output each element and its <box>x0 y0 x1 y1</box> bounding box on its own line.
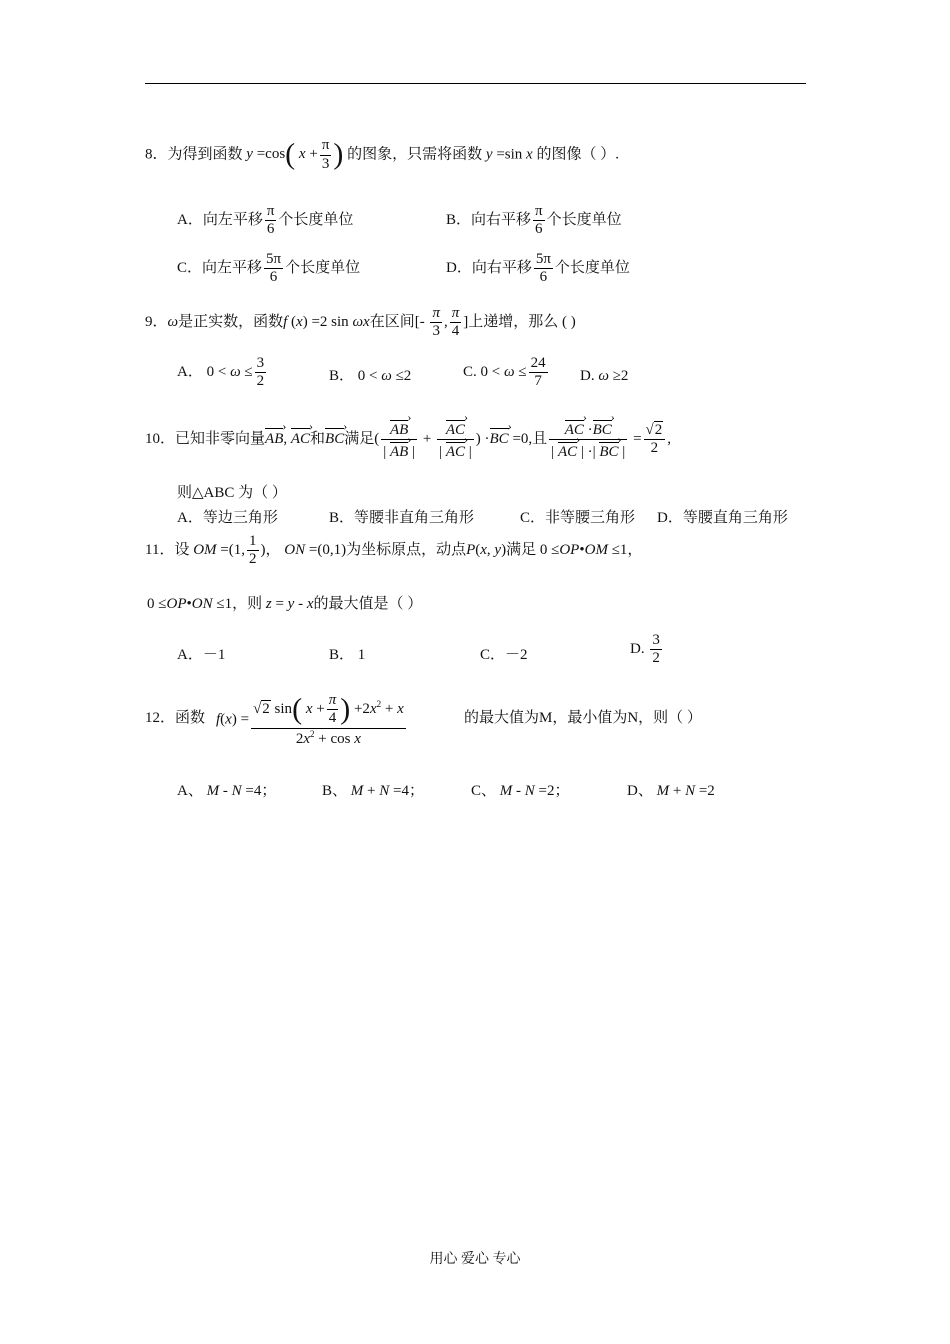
q12-function: f(x) = √2 sin( x + $\frac{\pi}{4}$ ) $+2x^2 + x$ $2x^2 + \cos x$ <box>216 692 404 747</box>
q8-mid: 的图象，只需将函数 <box>347 146 483 163</box>
q11-point: P(x, y) <box>466 542 507 559</box>
q12-option-b: B、 M + N =4； <box>322 783 424 799</box>
q11-cond-2: 0 ≤OP•ON ≤1 <box>147 596 233 612</box>
q12-option-b-label: B、 <box>322 783 348 799</box>
q9-option-a-label: A． <box>177 364 203 381</box>
q9-interval: [- $\frac{\pi}{3}$ , $\frac{\pi}{4}$ ] <box>414 305 469 340</box>
q8-option-c-label: C．向左平移 <box>177 260 263 277</box>
q11-option-a: A．－1 <box>177 647 226 663</box>
q11-on: ON =(0,1) <box>284 542 347 559</box>
q9-number: 9． <box>145 314 168 331</box>
q9-option-b-label: B． <box>329 368 355 384</box>
q11-objective: z = y - x <box>265 596 314 612</box>
q10-number: 10． <box>145 431 176 448</box>
q10-text-4: 且 <box>532 431 548 448</box>
question-11 <box>145 533 642 569</box>
q11-option-d-label: D. <box>630 641 645 658</box>
q11-om: OM =(1, $\frac{1}{2}$ )， <box>193 533 281 568</box>
q11-text-3: 满足 <box>506 542 537 559</box>
q10-condition: ( $\frac{AB ›}{| AB › |}$ + $\frac{AC ›}{| AC › |}$ ) ·BC › =0, <box>374 431 532 447</box>
q12-heading <box>145 709 205 727</box>
q12-option-c: C、 M - N =2； <box>471 783 570 799</box>
vector-ac: AC › <box>291 426 310 448</box>
vector-bc: BC › <box>325 426 344 448</box>
q12-option-d-label: D、 <box>627 783 653 799</box>
q8-pre: 为得到函数 <box>167 146 243 163</box>
q11-line-2 <box>147 595 422 613</box>
q8-option-b-label: B．向右平移 <box>446 212 532 229</box>
q9-option-b: B． 0 < ω ≤2 <box>329 368 412 384</box>
q9-formula: f (x) =2 sin ωx <box>283 314 370 331</box>
q10-text-3: 满足 <box>344 431 375 448</box>
q12-option-c-sep: ； <box>554 783 570 799</box>
q10-option-a: A．等边三角形 <box>177 510 278 526</box>
q8-option-d-unit: 个长度单位 <box>554 260 630 277</box>
q11-number: 11． <box>145 542 175 559</box>
q9-text-2: 在区间 <box>369 314 415 331</box>
q11-text-1: 设 <box>174 542 190 559</box>
q11-cond-1: 0 ≤OP•OM ≤1， <box>539 542 643 559</box>
q9-option-d-label: D. <box>580 368 595 384</box>
q10-ratio: $\frac{AC › \cdot BC ›}{| AC › | \cdot| BC › |}$ = $\frac{√2}{2}$ , <box>547 431 671 447</box>
q9-option-c-label: C. <box>463 364 477 381</box>
q8-number: 8． <box>145 146 168 163</box>
q8-formula-2: y =sin x <box>485 146 533 163</box>
q12-number: 12． <box>145 710 176 726</box>
question-9: 9．ω是正实数，函数f (x) =2 sin ωx在区间[- $\frac{\pi}{3}$ , $\frac{\pi}{4}$ ]上递增，那么 ( ) <box>145 305 576 340</box>
q12-option-b-sep: ； <box>408 783 424 799</box>
q10-line-2: 则△ABC 为（ ） <box>177 485 287 501</box>
question-8 <box>145 137 619 173</box>
q10-text-2: 和 <box>310 431 326 448</box>
q8-option-d: D．向右平移 $\frac{5\pi}{6}$ 个长度单位 <box>446 251 630 286</box>
q8-option-c-unit: 个长度单位 <box>285 260 361 277</box>
q8-option-b: B．向右平移 $\frac{\pi}{6}$ 个长度单位 <box>446 203 622 238</box>
header-rule <box>145 83 806 84</box>
q11-text-4: ，则 <box>232 596 263 612</box>
q11-text-2: 为坐标原点，动点 <box>346 542 467 559</box>
q10-option-b: B．等腰非直角三角形 <box>329 510 475 526</box>
q8-option-a: A．向左平移 $\frac{\pi}{6}$ 个长度单位 <box>177 203 354 238</box>
page-footer: 用心 爱心 专心 <box>429 1252 521 1267</box>
q10-option-d: D．等腰直角三角形 <box>657 510 788 526</box>
q12-option-a-sep: ； <box>261 783 277 799</box>
q8-option-d-label: D．向右平移 <box>446 260 532 277</box>
q12-option-d: D、 M + N =2 <box>627 783 715 799</box>
q11-option-d: D. $\frac{3}{2}$ <box>630 632 660 667</box>
q8-post: 的图像（ ）. <box>536 146 619 163</box>
q8-option-a-label: A．向左平移 <box>177 212 263 229</box>
q9-option-d: D. ω ≥2 <box>580 368 629 384</box>
q11-option-b: B． 1 <box>329 647 366 663</box>
q10-option-c: C．非等腰三角形 <box>520 510 636 526</box>
q12-option-c-label: C、 <box>471 783 497 799</box>
vector-ab: AB › <box>265 426 283 448</box>
q12-option-a-label: A、 <box>177 783 203 799</box>
q12-fraction: √2 sin( x + $\frac{\pi}{4}$ ) $+2x^2 + x$ $2x^2 + \cos x$ <box>253 692 404 747</box>
q8-option-b-unit: 个长度单位 <box>546 212 622 229</box>
q12-text-2: 的最大值为M，最小值为N，则（ ） <box>464 710 702 726</box>
q10-text-1: 已知非零向量 <box>175 431 266 448</box>
q9-option-c: C. 0 < ω ≤ $\frac{24}{7}$ <box>463 355 546 390</box>
q12-option-a: A、 M - N =4； <box>177 783 277 799</box>
q8-formula-1: y =cos( x + $\frac{\pi}{3}$ ) <box>246 137 344 172</box>
q9-text-3: 上递增，那么 ( ) <box>468 314 576 331</box>
q9-option-a: A． 0 < ω ≤ $\frac{3}{2}$ <box>177 355 265 390</box>
q9-text-1: 是正实数，函数 <box>178 314 284 331</box>
q12-text-1: 函数 <box>175 710 206 726</box>
q11-option-c: C．－2 <box>480 647 528 663</box>
q8-option-c: C．向左平移 $\frac{5\pi}{6}$ 个长度单位 <box>177 251 361 286</box>
q8-option-a-unit: 个长度单位 <box>278 212 354 229</box>
question-10: 10．已知非零向量AB ›, AC ›和BC ›满足( $\frac{AB ›}{| AB › |}$ + $\frac{AC ›}{| AC › |}$ ) ·BC › =0,且 $\frac{AC › \cdot BC ›}{| AC › | \cdot| BC › |}$ = $\frac{√2}{2}$ , <box>145 418 671 462</box>
q11-text-5: 的最大值是（ ） <box>313 596 423 612</box>
